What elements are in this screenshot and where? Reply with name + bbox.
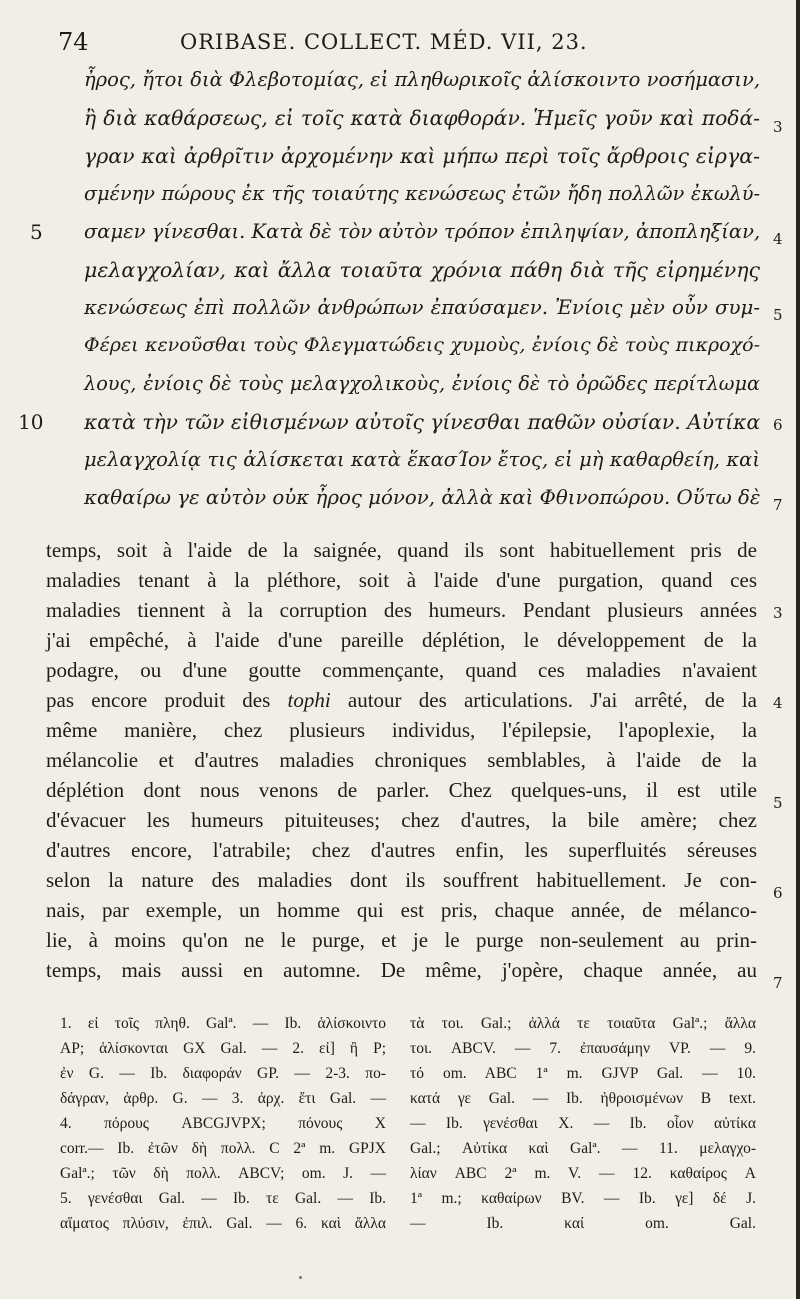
margin-section-number: 5 (773, 794, 783, 812)
footnote-line: τὰ τοι. Gal.; ἀλλά τε τοιαῦτα Galª.; ἄλλα (410, 1015, 756, 1032)
greek-line: ἢ διὰ καθάρσεως, εἰ τοῖς κατὰ διαφθοράν. Ἡμεῖς γοῦν καὶ ποδά- (84, 106, 760, 130)
french-line: selon la nature des maladies dont ils souffrent habituellement. Je con- (46, 868, 757, 892)
margin-section-number: 7 (773, 974, 783, 992)
ink-speck (299, 1276, 302, 1279)
page-edge-shadow (796, 0, 800, 1299)
footnote-line: corr.— Ib. ἐτῶν δὴ πολλ. C 2ª m. GPJX (60, 1140, 386, 1157)
greek-line: κενώσεως ἐπὶ πολλῶν ἀνθρώπων ἐπαύσαμεν. Ἐνίοις μὲν οὖν συμ- (84, 296, 760, 319)
french-line: mélancolie et d'autres maladies chroniques semblables, à l'aide de la (46, 748, 757, 772)
footnote-line: 1. εἰ τοῖς πληθ. Galª. — Ib. ἁλίσκοιντο (60, 1015, 386, 1032)
footnote-line: αἵματος πλύσιν, ἐπιλ. Gal. — 6. καὶ ἄλλα (60, 1215, 386, 1232)
margin-section-number: 4 (773, 694, 783, 712)
footnote-line: τοι. ABCV. — 7. ἐπαυσάμην VP. — 9. (410, 1040, 756, 1057)
french-line: maladies tiennent à la corruption des humeurs. Pendant plusieurs années (46, 598, 757, 622)
footnote-line: — Ib. καί om. Gal. (410, 1215, 756, 1232)
page-header (0, 28, 800, 64)
greek-line: κατὰ τὴν τῶν εἰθισμένων αὐτοῖς γίνεσθαι παθῶν οὐσίαν. Αὐτίκα (84, 410, 761, 434)
running-title: ORIBASE. COLLECT. MÉD. VII, 23. (180, 30, 588, 54)
footnote-line: — Ib. γενέσθαι X. — Ib. οἷον αὐτίκα (410, 1115, 756, 1132)
footnote-line: 4. πόρους ABCGJVPX; πόνους X (60, 1115, 386, 1132)
greek-line: Φέρει κενοῦσθαι τοὺς Φλεγματώδεις χυμοὺς, ἐνίοις δὲ τοὺς πικροχό- (84, 334, 760, 356)
line-number: 10 (18, 410, 44, 434)
french-line: maladies tenant à la pléthore, soit à l'aide d'une purgation, quand ces (46, 568, 757, 592)
french-line: temps, mais aussi en automne. De même, j'opère, chaque année, au (46, 958, 757, 982)
italic-term: tophi (287, 688, 331, 712)
french-line: j'ai empêché, à l'aide d'une pareille déplétion, le développement de la (46, 628, 757, 652)
french-line: podagre, ou d'une goutte commençante, quand ces maladies n'avaient (46, 658, 757, 682)
french-line: même manière, chez plusieurs individus, l'épilepsie, l'apoplexie, la (46, 718, 757, 742)
footnote-line: λίαν ABC 2ª m. V. — 12. καθαίρος A (410, 1165, 756, 1182)
line-number: 5 (30, 220, 43, 244)
footnote-line: Gal.; Αὐτίκα καὶ Galª. — 11. μελαγχο- (410, 1140, 756, 1157)
greek-line: σαμεν γίνεσθαι. Κατὰ δὲ τὸν αὐτὸν τρόπον ἐπιληψίαν, ἀποπληξίαν, (84, 220, 761, 243)
margin-section-number: 5 (773, 306, 783, 324)
french-line: d'évacuer les humeurs pituiteuses; chez d'autres, la bile amère; chez (46, 808, 757, 832)
footnote-line: AP; ἁλίσκονται GX Gal. — 2. εἰ] ἢ P; (60, 1040, 386, 1057)
margin-section-number: 3 (773, 118, 783, 136)
footnote-line: κατά γε Gal. — Ib. ἠθροισμένων B text. (410, 1090, 756, 1107)
greek-line: γραν καὶ ἀρθρῖτιν ἀρχομένην καὶ μήπω περὶ τοῖς ἄρθροις εἰργα- (84, 144, 760, 168)
greek-line: ἦρος, ἤτοι διὰ Φλεβοτομίας, εἰ πληθωρικοῖς ἁλίσκοιντο νοσήμασιν, (84, 68, 761, 91)
margin-section-number: 6 (773, 416, 783, 434)
greek-line: μελαγχολίαν, καὶ ἄλλα τοιαῦτα χρόνια πάθη διὰ τῆς εἰρημένης (84, 258, 760, 282)
french-line: nais, par exemple, un homme qui est pris, chaque année, de mélanco- (46, 898, 757, 922)
greek-line: σμένην πώρους ἐκ τῆς τοιαύτης κενώσεως ἐτῶν ἤδη πολλῶν ἐκωλύ- (84, 182, 760, 205)
margin-section-number: 4 (773, 230, 783, 248)
footnote-line: 5. γενέσθαι Gal. — Ib. τε Gal. — Ib. (60, 1190, 386, 1207)
margin-section-number: 7 (773, 496, 783, 514)
french-line: temps, soit à l'aide de la saignée, quand ils sont habituellement pris de (46, 538, 757, 562)
french-line: pas encore produit des tophi autour des articulations. J'ai arrêté, de la (46, 688, 757, 712)
greek-line: καθαίρω γε αὐτὸν οὐκ ἦρος μόνον, ἀλλὰ καὶ Φθινοπώρου. Οὕτω δὲ (84, 486, 761, 509)
greek-line: μελαγχολίᾳ τις ἁλίσκεται κατὰ ἕκασΊον ἔτος, εἰ μὴ καθαρθείη, καὶ (84, 448, 760, 471)
french-line: lie, à moins qu'on ne le purge, et je le purge non-seulement au prin- (46, 928, 757, 952)
french-line: d'autres encore, l'atrabile; chez d'autres enfin, les superfluités séreuses (46, 838, 757, 862)
footnote-line: 1ª m.; καθαίρων BV. — Ib. γε] δέ J. (410, 1190, 756, 1207)
margin-section-number: 6 (773, 884, 783, 902)
footnote-line: ἐν G. — Ib. διαφοράν GP. — 2-3. πο- (60, 1065, 386, 1082)
greek-line: λους, ἐνίοις δὲ τοὺς μελαγχολικοὺς, ἐνίοις δὲ τὸ ὀρῶδες περίτλωμα (84, 372, 760, 395)
page-number: 74 (58, 28, 89, 56)
margin-section-number: 3 (773, 604, 783, 622)
footnote-line: Galª.; τῶν δὴ πολλ. ABCV; om. J. — (60, 1165, 386, 1182)
footnote-line: δάγραν, ἀρθρ. G. — 3. ἀρχ. ἔτι Gal. — (60, 1090, 386, 1107)
french-line: déplétion dont nous venons de parler. Chez quelques-uns, il est utile (46, 778, 757, 802)
footnote-line: τό om. ABC 1ª m. GJVP Gal. — 10. (410, 1065, 756, 1082)
